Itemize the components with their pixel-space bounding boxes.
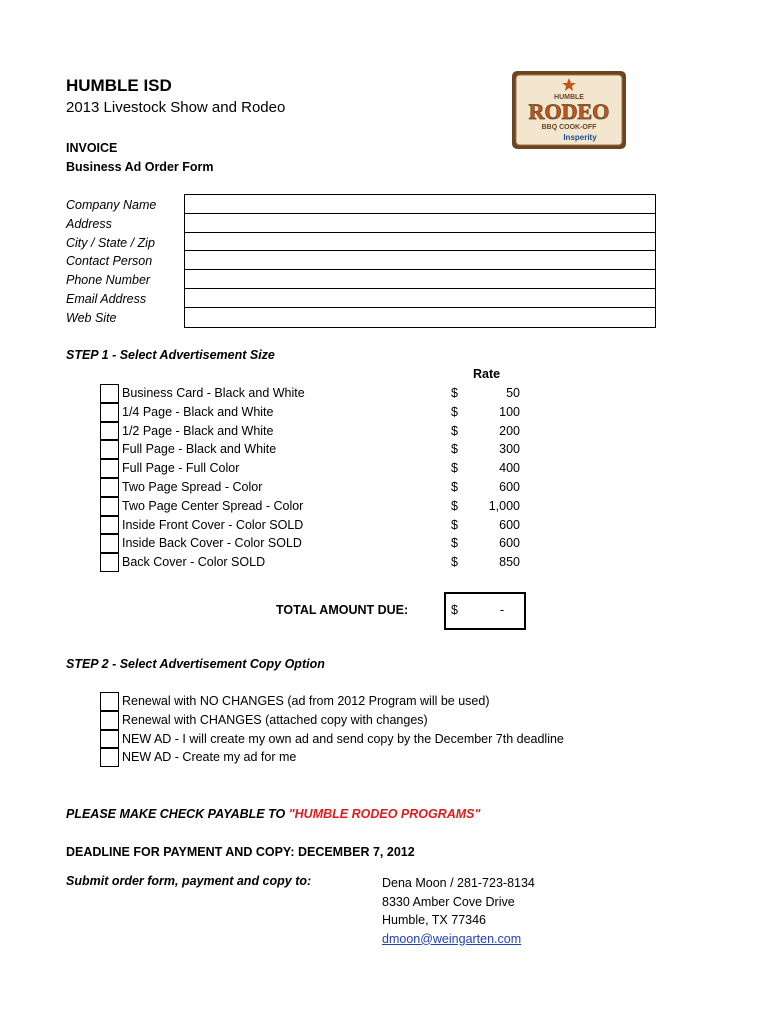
currency-symbol: $ xyxy=(451,517,458,532)
form-name: Business Ad Order Form xyxy=(66,160,214,174)
ad-size-label: Inside Back Cover - Color SOLD xyxy=(122,536,302,551)
deadline-line: DEADLINE FOR PAYMENT AND COPY: DECEMBER 7, 2012 xyxy=(66,845,415,859)
city-state-zip-field[interactable] xyxy=(185,233,655,252)
currency-symbol: $ xyxy=(451,536,458,551)
org-title: HUMBLE ISD xyxy=(66,76,172,95)
currency-symbol: $ xyxy=(451,423,458,438)
field-label-city-state-zip: City / State / Zip xyxy=(66,235,155,250)
ad-rate: 200 xyxy=(499,423,520,438)
ad-size-checkbox[interactable] xyxy=(100,403,119,422)
ad-size-label: Two Page Spread - Color xyxy=(122,480,263,494)
ad-size-label: Two Page Center Spread - Color xyxy=(122,498,304,513)
ad-size-label: Business Card - Black and White xyxy=(122,386,305,400)
payable-prefix: PLEASE MAKE CHECK PAYABLE TO xyxy=(66,807,286,821)
logo-top-text: HUMBLE xyxy=(554,94,584,101)
ad-rate: 850 xyxy=(499,555,520,570)
logo-sub-text: BBQ COOK-OFF xyxy=(541,124,597,131)
ad-rate: 100 xyxy=(499,404,520,419)
contact-street: 8330 Amber Cove Drive xyxy=(382,894,515,909)
ad-size-checkbox[interactable] xyxy=(100,440,119,459)
ad-rate: 50 xyxy=(506,386,520,400)
ad-size-label: Full Page - Black and White xyxy=(122,442,277,457)
ad-size-label: 1/2 Page - Black and White xyxy=(122,423,274,438)
ad-rate: 1,000 xyxy=(488,498,520,513)
currency-symbol: $ xyxy=(451,555,458,570)
copy-option-checkbox[interactable] xyxy=(100,730,119,749)
field-label-phone: Phone Number xyxy=(66,273,151,288)
field-label-website: Web Site xyxy=(66,310,117,325)
ad-size-checkbox[interactable] xyxy=(100,459,119,478)
step1-heading: STEP 1 - Select Advertisement Size xyxy=(66,348,275,362)
company-form-box xyxy=(184,194,656,328)
currency-symbol: $ xyxy=(451,461,458,476)
ad-rate: 300 xyxy=(499,442,520,457)
phone-number-field[interactable] xyxy=(185,270,655,289)
logo-main-text: RODEO xyxy=(528,99,610,124)
rodeo-logo xyxy=(510,69,628,151)
currency-symbol: $ xyxy=(451,404,458,419)
currency-symbol: $ xyxy=(451,480,458,494)
ad-size-checkbox[interactable] xyxy=(100,553,119,572)
doc-type: INVOICE xyxy=(66,141,118,155)
ad-rate: 600 xyxy=(499,517,520,532)
ad-size-checkbox[interactable] xyxy=(100,516,119,535)
field-label-email: Email Address xyxy=(66,291,147,306)
payable-to: "HUMBLE RODEO PROGRAMS" xyxy=(288,807,481,821)
copy-option-label: NEW AD - Create my ad for me xyxy=(122,750,297,765)
contact-name: Dena Moon / 281-723-8134 xyxy=(382,876,535,890)
currency-symbol: $ xyxy=(451,386,458,400)
ad-size-checkbox[interactable] xyxy=(100,422,119,441)
contact-city: Humble, TX 77346 xyxy=(382,913,486,927)
field-label-company-name: Company Name xyxy=(66,198,157,212)
submit-label: Submit order form, payment and copy to: xyxy=(66,874,312,888)
field-label-address: Address xyxy=(66,216,112,231)
rate-header: Rate xyxy=(473,367,501,381)
address-field[interactable] xyxy=(185,214,655,233)
ad-size-checkbox[interactable] xyxy=(100,384,119,403)
contact-email-link[interactable]: dmoon@weingarten.com xyxy=(382,931,522,946)
copy-option-checkbox[interactable] xyxy=(100,711,119,730)
event-title: 2013 Livestock Show and Rodeo xyxy=(66,99,286,116)
contact-person-field[interactable] xyxy=(185,251,655,270)
ad-size-label: Back Cover - Color SOLD xyxy=(122,555,266,570)
copy-option-label: Renewal with CHANGES (attached copy with changes) xyxy=(122,712,428,727)
copy-option-checkbox[interactable] xyxy=(100,748,119,767)
ad-rate: 400 xyxy=(499,461,520,476)
step2-heading: STEP 2 - Select Advertisement Copy Option xyxy=(66,657,325,671)
currency-symbol: $ xyxy=(451,498,458,513)
payable-line xyxy=(66,807,480,821)
field-label-contact-person: Contact Person xyxy=(66,254,153,269)
contact-block xyxy=(382,874,535,948)
ad-size-checkbox[interactable] xyxy=(100,478,119,497)
company-name-field[interactable] xyxy=(185,195,655,214)
currency-symbol: $ xyxy=(451,442,458,457)
ad-rate: 600 xyxy=(499,480,520,494)
email-address-field[interactable] xyxy=(185,289,655,308)
copy-option-checkbox[interactable] xyxy=(100,692,119,711)
logo-sponsor-text: Insperity xyxy=(563,133,597,142)
ad-size-label: 1/4 Page - Black and White xyxy=(122,404,274,419)
total-label: TOTAL AMOUNT DUE: xyxy=(276,603,409,617)
ad-size-label: Full Page - Full Color xyxy=(122,461,240,476)
total-currency: $ xyxy=(451,603,458,617)
ad-rate: 600 xyxy=(499,536,520,551)
copy-option-label: NEW AD - I will create my own ad and send copy by the December 7th deadline xyxy=(122,731,564,746)
copy-option-label: Renewal with NO CHANGES (ad from 2012 Program will be used) xyxy=(122,694,490,708)
website-field[interactable] xyxy=(185,308,655,327)
ad-size-label: Inside Front Cover - Color SOLD xyxy=(122,517,304,532)
ad-size-checkbox[interactable] xyxy=(100,534,119,553)
ad-size-checkbox[interactable] xyxy=(100,497,119,516)
company-form-labels xyxy=(66,196,156,328)
total-amount-value: - xyxy=(500,603,505,617)
